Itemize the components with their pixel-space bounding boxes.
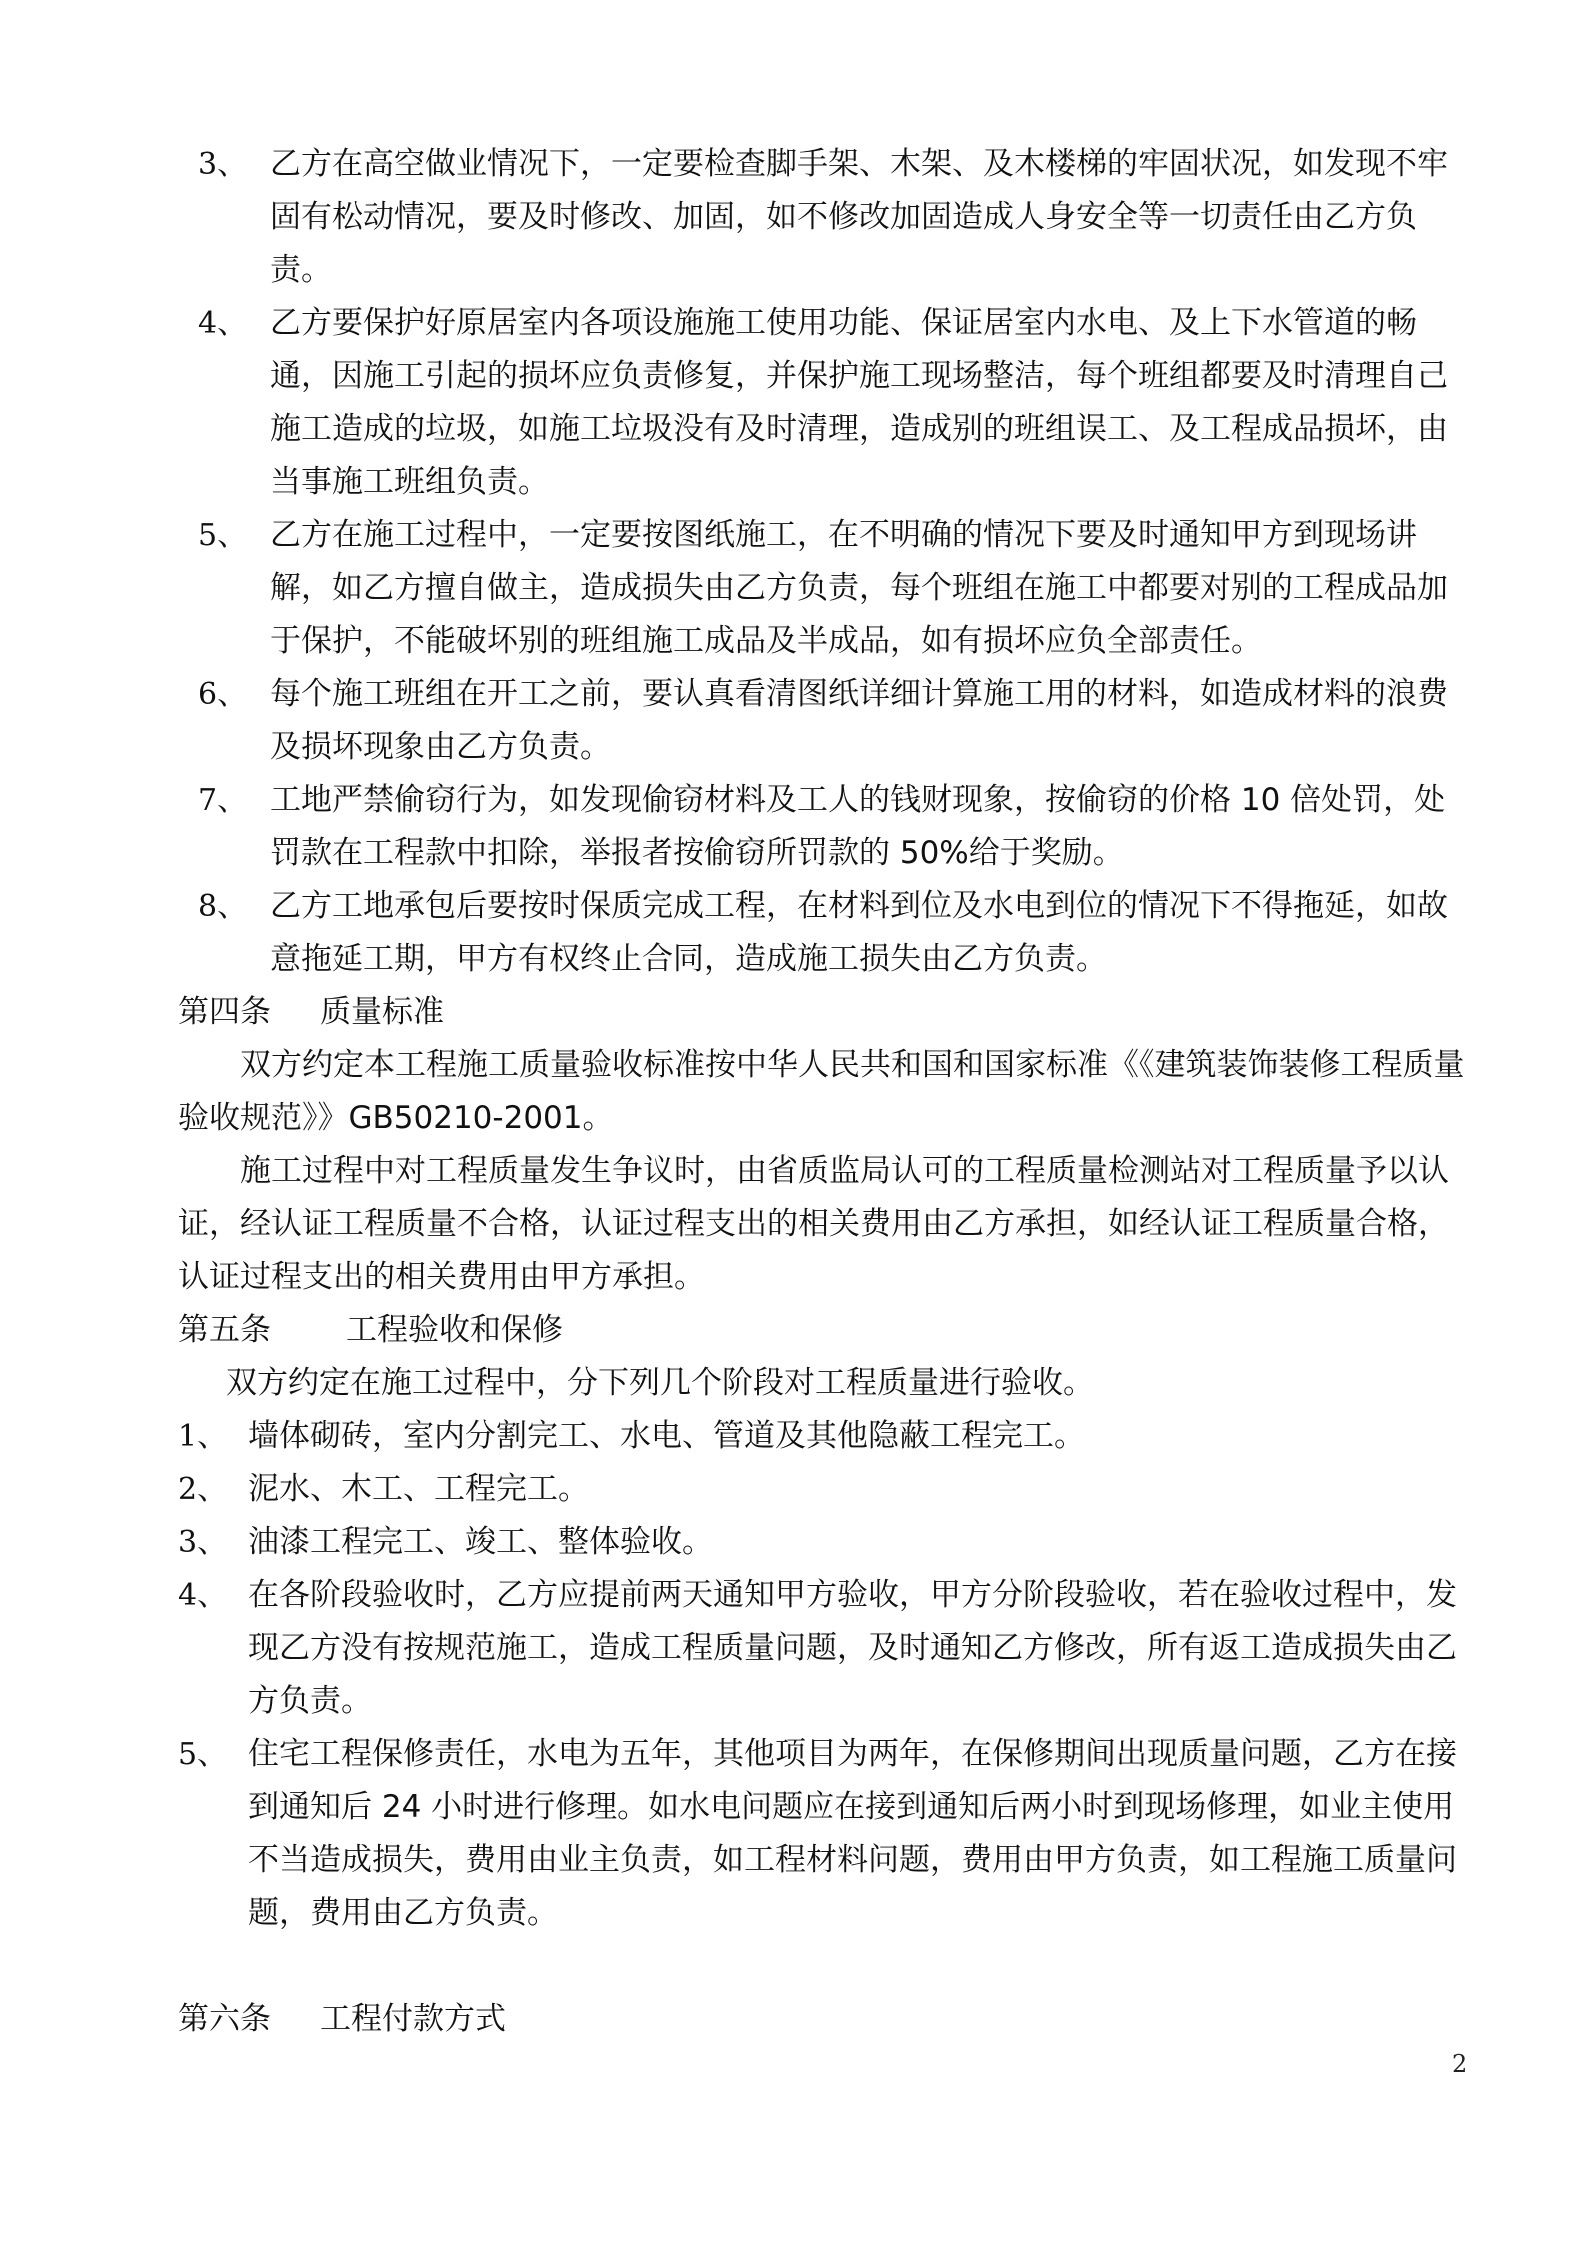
article5-intro: 双方约定在施工过程中，分下列几个阶段对工程质量进行验收。 bbox=[226, 1365, 1094, 1401]
article-title: 质量标准 bbox=[320, 994, 444, 1030]
clause-item bbox=[178, 668, 1474, 774]
clause-item bbox=[178, 1728, 1474, 1940]
clause-item bbox=[178, 880, 1474, 986]
clause-item bbox=[178, 1569, 1474, 1728]
clause-item bbox=[178, 774, 1474, 880]
clause-item bbox=[178, 1463, 1474, 1516]
clause-text: 在各阶段验收时，乙方应提前两天通知甲方验收，甲方分阶段验收，若在验收过程中，发现乙方没有按规范施工，造成工程质量问题，及时通知乙方修改，所有返工造成损失由乙方负责。 bbox=[248, 1577, 1457, 1719]
clause-number: 3、 bbox=[198, 147, 248, 182]
clause-item bbox=[178, 509, 1474, 668]
article5-clauses-list bbox=[178, 1410, 1474, 1940]
clause-text: 工地严禁偷窃行为，如发现偷窃材料及工人的钱财现象，按偷窃的价格 10 倍处罚，处罚款在工程款中扣除，举报者按偷窃所罚款的 50%给于奖励。 bbox=[270, 782, 1446, 871]
clause-text: 每个施工班组在开工之前，要认真看清图纸详细计算施工用的材料，如造成材料的浪费及损坏现象由乙方负责。 bbox=[270, 676, 1448, 765]
clause-number: 4、 bbox=[198, 306, 248, 341]
clause-text: 泥水、木工、工程完工。 bbox=[248, 1471, 589, 1507]
clause-text: 墙体砌砖，室内分割完工、水电、管道及其他隐蔽工程完工。 bbox=[248, 1418, 1085, 1454]
clause-item bbox=[178, 297, 1474, 509]
clause-number: 4、 bbox=[178, 1578, 228, 1613]
clause-number: 2、 bbox=[178, 1472, 228, 1507]
clause-number: 1、 bbox=[178, 1419, 228, 1454]
article5-heading bbox=[178, 1304, 1474, 1357]
document-body bbox=[178, 138, 1474, 2046]
clause-text: 乙方在高空做业情况下，一定要检查脚手架、木架、及木楼梯的牢固状况，如发现不牢固有松动情况，要及时修改、加固，如不修改加固造成人身安全等一切责任由乙方负责。 bbox=[270, 146, 1448, 288]
clause-text: 乙方在施工过程中，一定要按图纸施工，在不明确的情况下要及时通知甲方到现场讲解，如乙方擅自做主，造成损失由乙方负责，每个班组在施工中都要对别的工程成品加于保护，不能破坏别的班组施工成品及半成品，如有损坏应负全部责任。 bbox=[270, 517, 1448, 659]
article-number: 第五条 bbox=[178, 1312, 271, 1348]
clause-text: 乙方工地承包后要按时保质完成工程，在材料到位及水电到位的情况下不得拖延，如故意拖延工期，甲方有权终止合同，造成施工损失由乙方负责。 bbox=[270, 888, 1448, 977]
clause-number: 8、 bbox=[198, 889, 248, 924]
article4-paragraph: 施工过程中对工程质量发生争议时，由省质监局认可的工程质量检测站对工程质量予以认证，经认证工程质量不合格，认证过程支出的相关费用由乙方承担，如经认证工程质量合格，认证过程支出的相关费用由甲方承担。 bbox=[178, 1153, 1449, 1295]
article-number: 第六条 bbox=[178, 2001, 271, 2037]
clause-number: 7、 bbox=[198, 783, 248, 818]
clause-text: 住宅工程保修责任，水电为五年，其他项目为两年，在保修期间出现质量问题，乙方在接到通知后 24 小时进行修理。如水电问题应在接到通知后两小时到现场修理，如业主使用不当造成损失，费用由业主负责，如工程材料问题，费用由甲方负责，如工程施工质量问题，费用由乙方负责。 bbox=[248, 1736, 1457, 1931]
clause-number: 3、 bbox=[178, 1525, 228, 1560]
clause-number: 5、 bbox=[198, 518, 248, 553]
clause-item bbox=[178, 138, 1474, 297]
clause-item bbox=[178, 1516, 1474, 1569]
article-number: 第四条 bbox=[178, 994, 271, 1030]
clause-number: 6、 bbox=[198, 677, 248, 712]
page-number: 2 bbox=[1452, 2050, 1468, 2078]
clause-number: 5、 bbox=[178, 1737, 228, 1772]
article-title: 工程付款方式 bbox=[320, 2001, 506, 2037]
clause-text: 乙方要保护好原居室内各项设施施工使用功能、保证居室内水电、及上下水管道的畅通，因施工引起的损坏应负责修复，并保护施工现场整洁，每个班组都要及时清理自己施工造成的垃圾，如施工垃圾没有及时清理，造成别的班组误工、及工程成品损坏，由当事施工班组负责。 bbox=[270, 305, 1448, 500]
article6-heading bbox=[178, 1993, 1474, 2046]
article4-heading bbox=[178, 986, 1474, 1039]
article3-clauses-list bbox=[178, 138, 1474, 986]
clause-item bbox=[178, 1410, 1474, 1463]
clause-text: 油漆工程完工、竣工、整体验收。 bbox=[248, 1524, 713, 1560]
article4-paragraph: 双方约定本工程施工质量验收标准按中华人民共和国和国家标准《《建筑装饰装修工程质量验收规范》》GB50210-2001。 bbox=[178, 1047, 1465, 1136]
blank-line bbox=[178, 1940, 1474, 1993]
article-title: 工程验收和保修 bbox=[346, 1312, 563, 1348]
